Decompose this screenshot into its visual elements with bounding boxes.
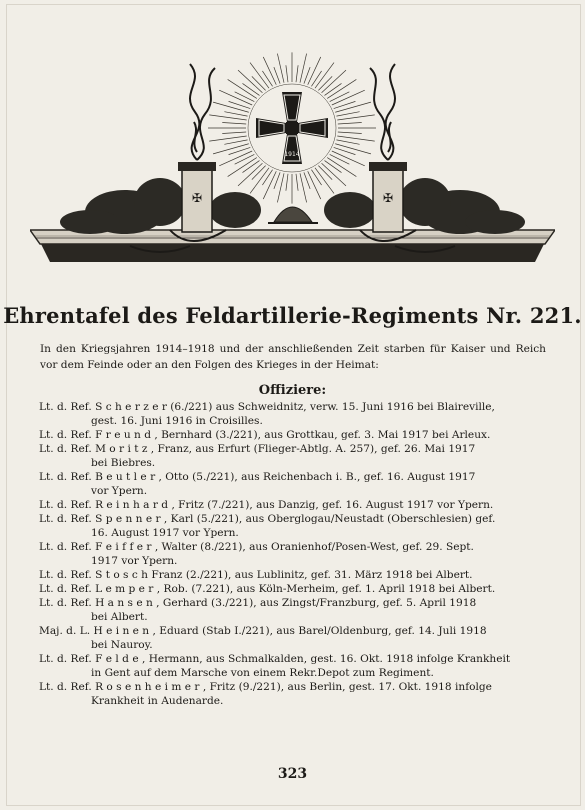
svg-text:✠: ✠ <box>191 191 203 205</box>
entry-line: Lt. d. Ref. B e u t l e r , Otto (5./221), aus Reichenbach i. B., gef. 16. August 1917 <box>39 471 476 483</box>
list-item <box>39 540 547 568</box>
list-item <box>39 652 547 680</box>
list-item <box>39 596 547 624</box>
list-item <box>39 582 547 596</box>
list-item <box>39 442 547 470</box>
right-flame <box>370 64 395 160</box>
entry-continuation: gest. 16. Juni 1916 in Croisilles. <box>91 415 263 427</box>
list-item <box>39 624 547 652</box>
entry-line: Lt. d. Ref. H a n s e n , Gerhard (3./221), aus Zingst/Franzburg, gef. 5. April 1918 <box>39 597 477 609</box>
entry-continuation: vor Ypern. <box>91 485 148 497</box>
bushes <box>60 178 525 234</box>
entry-line: Lt. d. Ref. S c h e r z e r (6./221) aus Schweidnitz, verw. 15. Juni 1916 bei Blaireville, <box>39 401 495 413</box>
list-item <box>39 470 547 498</box>
entry-line: Lt. d. Ref. S p e n n e r , Karl (5./221), aus Oberglogau/Neustadt (Oberschlesien) gef. <box>39 513 496 525</box>
list-item <box>39 428 547 442</box>
left-pillar <box>178 162 216 232</box>
list-item <box>39 568 547 582</box>
entry-continuation: 1917 vor Ypern. <box>91 555 178 567</box>
entry-line: Lt. d. Ref. F e i f f e r , Walter (8./221), aus Oranienhof/Posen-West, gef. 29. Sept. <box>39 541 474 553</box>
entry-continuation: bei Nauroy. <box>91 639 153 651</box>
page-number: 323 <box>277 766 308 782</box>
entry-list <box>39 400 547 708</box>
left-flame <box>190 64 215 160</box>
entry-line: Lt. d. Ref. R e i n h a r d , Fritz (7./221), aus Danzig, gef. 16. August 1917 vor Ypern. <box>39 499 494 511</box>
entry-line: Lt. d. Ref. S t o s c h Franz (2./221), aus Lublinitz, gef. 31. März 1918 bei Albert. <box>39 569 473 581</box>
entry-line: Lt. d. Ref. M o r i t z , Franz, aus Erfurt (Flieger-Abtlg. A. 257), gef. 26. Mai 1917 <box>39 443 476 455</box>
entry-continuation: bei Albert. <box>91 611 148 623</box>
right-pillar <box>369 162 407 232</box>
list-item <box>39 512 547 540</box>
list-item <box>39 400 547 428</box>
intro-paragraph: In den Kriegsjahren 1914–1918 und der anschließenden Zeit starben für Kaiser und Reich vor dem Feinde oder an den Folgen des Krieges in der Heimat: <box>40 343 546 371</box>
list-item <box>39 498 547 512</box>
entry-line: Lt. d. Ref. L e m p e r , Rob. (7.221), aus Köln-Merheim, gef. 1. April 1918 bei Albert. <box>39 583 496 595</box>
page-title: Ehrentafel des Feldartillerie-Regiments Nr. 221. <box>3 303 582 328</box>
entry-continuation: Krankheit in Audenarde. <box>91 695 224 707</box>
svg-text:1914: 1914 <box>284 151 300 158</box>
list-item <box>39 680 547 708</box>
svg-text:✠: ✠ <box>382 191 394 205</box>
entry-continuation: in Gent auf dem Marsche von einem Rekr.Depot zum Regiment. <box>91 667 434 679</box>
entry-continuation: bei Biebres. <box>91 457 156 469</box>
memorial-emblem <box>30 52 555 274</box>
entry-line: Lt. d. Ref. R o s e n h e i m e r , Fritz (9./221), aus Berlin, gest. 17. Okt. 1918 infolge <box>39 681 492 693</box>
entry-continuation: 16. August 1917 vor Ypern. <box>91 527 239 539</box>
entry-line: Maj. d. L. H e i n e n , Eduard (Stab I./221), aus Barel/Oldenburg, gef. 14. Juli 1918 <box>39 625 487 637</box>
section-heading: Offiziere: <box>258 383 327 398</box>
entry-line: Lt. d. Ref. F r e u n d , Bernhard (3./221), aus Grottkau, gef. 3. Mai 1917 bei Arleux. <box>39 429 491 441</box>
plinth-shadow <box>40 242 545 262</box>
entry-line: Lt. d. Ref. F e l d e , Hermann, aus Schmalkalden, gest. 16. Okt. 1918 infolge Krankheit <box>39 653 511 665</box>
helmet-icon <box>268 207 318 223</box>
